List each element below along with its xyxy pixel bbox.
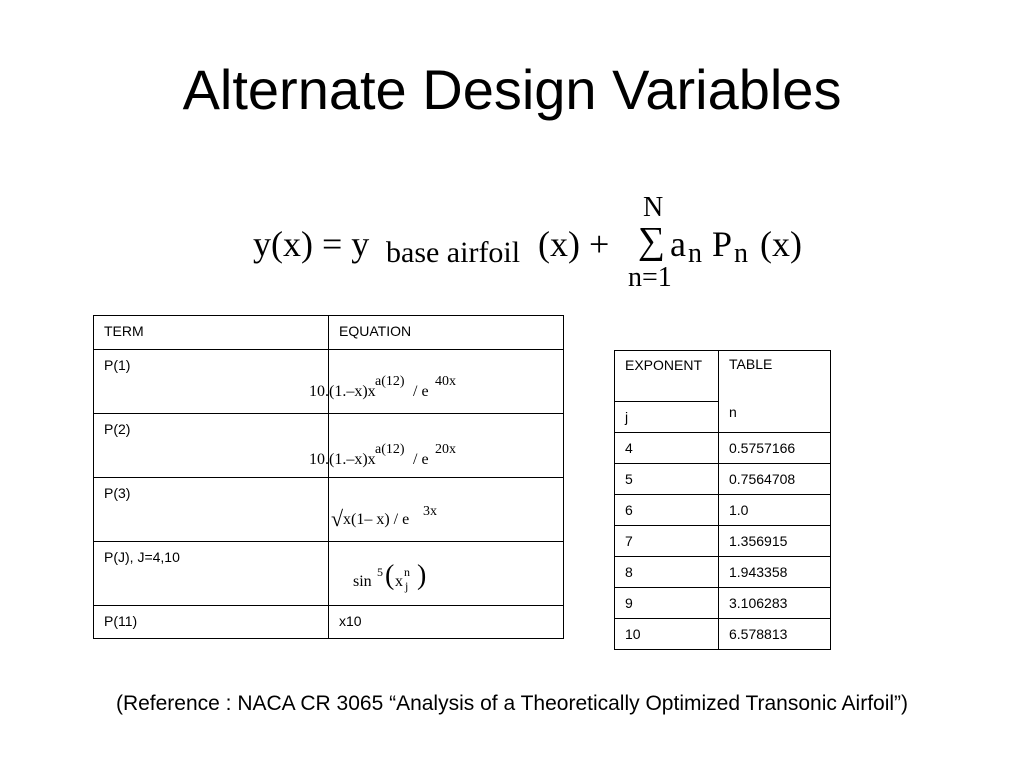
term-cell: P(1) <box>94 350 329 414</box>
header-exponent: EXPONENT <box>615 351 719 402</box>
slide-title: Alternate Design Variables <box>182 58 842 121</box>
equation-cell: 10.(1.–x)x a(12) / e 20x <box>329 414 564 478</box>
table-header-row <box>615 351 831 402</box>
table-row <box>94 350 564 414</box>
table-row <box>94 478 564 542</box>
table-row <box>615 526 831 557</box>
n-cell: 1.0 <box>719 495 831 526</box>
eq-coefficient: a <box>670 224 686 264</box>
equation-cell: sin 5 ( x n j ) <box>329 542 564 606</box>
eq-polynomial: P <box>712 224 733 264</box>
table-row <box>615 495 831 526</box>
table-row <box>615 557 831 588</box>
main-equation <box>250 188 850 298</box>
eq-polynomial-subscript: n <box>734 238 748 269</box>
exponent-table <box>614 350 831 650</box>
eq-sum-sigma: ∑ <box>638 220 666 262</box>
table-row <box>615 464 831 495</box>
n-cell: 1.356915 <box>719 526 831 557</box>
term-cell: P(2) <box>94 414 329 478</box>
table-row <box>94 606 564 639</box>
n-cell: 3.106283 <box>719 588 831 619</box>
j-cell: 8 <box>615 557 719 588</box>
j-cell: 10 <box>615 619 719 650</box>
eq-sum-upper-limit: N <box>643 192 664 223</box>
eq-argument: (x) <box>760 224 802 264</box>
table-row <box>615 433 831 464</box>
reference-text: (Reference : NACA CR 3065 “Analysis of a Theoretically Optimized Transonic Airfoil”) <box>115 692 909 715</box>
eq-lhs: y(x) = y <box>253 224 370 264</box>
header-equation: EQUATION <box>329 316 564 350</box>
j-cell: 7 <box>615 526 719 557</box>
table-row <box>94 414 564 478</box>
eq-after-base: (x) + <box>538 224 610 264</box>
subheader-j: j <box>615 402 719 433</box>
equation-cell: x10 <box>329 606 564 639</box>
n-cell: 1.943358 <box>719 557 831 588</box>
header-table: TABLE n <box>719 351 831 433</box>
j-cell: 4 <box>615 433 719 464</box>
j-cell: 5 <box>615 464 719 495</box>
table-row <box>94 542 564 606</box>
term-cell: P(11) <box>94 606 329 639</box>
eq-coefficient-subscript: n <box>688 238 702 269</box>
table-header-row <box>94 316 564 350</box>
terms-table <box>93 315 564 639</box>
equation-cell: √ x(1– x) / e 3x <box>329 478 564 542</box>
j-cell: 6 <box>615 495 719 526</box>
header-term: TERM <box>94 316 329 350</box>
table-row <box>615 588 831 619</box>
n-cell: 0.5757166 <box>719 433 831 464</box>
term-cell: P(3) <box>94 478 329 542</box>
j-cell: 9 <box>615 588 719 619</box>
n-cell: 6.578813 <box>719 619 831 650</box>
equation-cell: 10.(1.–x)x a(12) / e 40x <box>329 350 564 414</box>
term-cell: P(J), J=4,10 <box>94 542 329 606</box>
table-row <box>615 619 831 650</box>
square-root-icon: √ <box>331 506 344 531</box>
eq-sum-lower-limit: n=1 <box>628 262 672 293</box>
eq-base-subscript: base airfoil <box>386 236 521 269</box>
n-cell: 0.7564708 <box>719 464 831 495</box>
